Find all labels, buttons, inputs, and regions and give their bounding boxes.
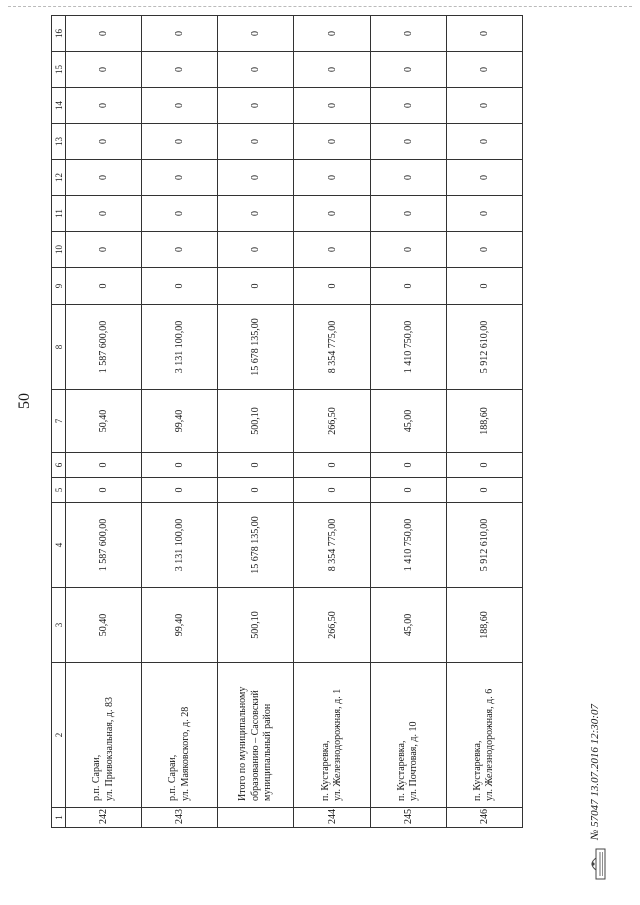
value-cell: 0 [66, 52, 142, 88]
value-cell: 0 [370, 16, 446, 52]
value-cell: 266,50 [294, 588, 370, 663]
column-number-cell: 7 [52, 390, 66, 453]
value-cell: 0 [446, 16, 522, 52]
value-cell: 99,40 [142, 390, 218, 453]
value-cell: 50,40 [66, 390, 142, 453]
value-cell: 500,10 [218, 390, 294, 453]
value-cell: 0 [370, 52, 446, 88]
value-cell: 0 [294, 52, 370, 88]
value-cell: 0 [66, 88, 142, 124]
column-number-cell: 9 [52, 268, 66, 305]
value-cell: 0 [370, 124, 446, 160]
column-number-cell: 12 [52, 160, 66, 196]
value-cell: 0 [218, 196, 294, 232]
value-cell: 15 678 135,00 [218, 503, 294, 588]
value-cell: 0 [142, 16, 218, 52]
value-cell: 1 587 600,00 [66, 305, 142, 390]
value-cell: 0 [370, 268, 446, 305]
value-cell: 0 [294, 453, 370, 478]
value-cell: 0 [66, 453, 142, 478]
value-cell: 8 354 775,00 [294, 305, 370, 390]
value-cell: 0 [218, 232, 294, 268]
value-cell: 0 [66, 268, 142, 305]
column-number-cell: 13 [52, 124, 66, 160]
value-cell: 0 [218, 124, 294, 160]
address-cell: п. Кустаревка, ул. Железнодорожная, д. 1 [294, 663, 370, 808]
value-cell: 0 [446, 52, 522, 88]
table-row [294, 16, 370, 828]
table-row [218, 16, 294, 828]
value-cell: 0 [370, 88, 446, 124]
value-cell: 266,50 [294, 390, 370, 453]
value-cell: 0 [142, 88, 218, 124]
value-cell: 0 [294, 16, 370, 52]
value-cell: 0 [294, 160, 370, 196]
value-cell: 0 [142, 52, 218, 88]
table-row [446, 16, 522, 828]
value-cell: 0 [446, 478, 522, 503]
column-number-cell: 1 [52, 808, 66, 828]
value-cell: 0 [370, 196, 446, 232]
value-cell: 45,00 [370, 390, 446, 453]
value-cell: 99,40 [142, 588, 218, 663]
value-cell: 500,10 [218, 588, 294, 663]
value-cell: 50,40 [66, 588, 142, 663]
value-cell: 0 [142, 453, 218, 478]
table-row [66, 16, 142, 828]
column-number-cell: 8 [52, 305, 66, 390]
table-header-row [52, 16, 66, 828]
address-cell: Итого по муниципальному образованию – Сасовский муниципальный район [218, 663, 294, 808]
address-cell: п. Кустаревка, ул. Железнодорожная, д. 6 [446, 663, 522, 808]
column-number-cell: 14 [52, 88, 66, 124]
value-cell: 0 [294, 232, 370, 268]
value-cell: 0 [142, 478, 218, 503]
value-cell: 0 [446, 160, 522, 196]
value-cell: 0 [66, 16, 142, 52]
address-cell: п. Кустаревка, ул. Почтовая, д. 10 [370, 663, 446, 808]
scan-edge-line [8, 6, 632, 7]
value-cell: 188,60 [446, 390, 522, 453]
value-cell: 0 [66, 196, 142, 232]
value-cell: 0 [142, 124, 218, 160]
value-cell: 0 [294, 196, 370, 232]
address-cell: р.п. Сараи, ул. Привокзальная, д. 83 [66, 663, 142, 808]
value-cell: 3 131 100,00 [142, 305, 218, 390]
column-number-cell: 15 [52, 52, 66, 88]
value-cell: 0 [370, 478, 446, 503]
value-cell: 1 410 750,00 [370, 503, 446, 588]
column-number-cell: 10 [52, 232, 66, 268]
column-number-cell: 16 [52, 16, 66, 52]
value-cell: 0 [218, 88, 294, 124]
table-row [142, 16, 218, 828]
row-number-cell: 242 [66, 808, 142, 828]
column-number-cell: 5 [52, 478, 66, 503]
value-cell: 0 [66, 232, 142, 268]
value-cell: 45,00 [370, 588, 446, 663]
value-cell: 0 [218, 52, 294, 88]
value-cell: 0 [294, 124, 370, 160]
column-number-cell: 6 [52, 453, 66, 478]
value-cell: 188,60 [446, 588, 522, 663]
value-cell: 0 [446, 232, 522, 268]
value-cell: 5 912 610,00 [446, 503, 522, 588]
housing-ledger-table [51, 15, 523, 828]
row-number-cell: 245 [370, 808, 446, 828]
row-number-cell: 244 [294, 808, 370, 828]
registration-number: № 57047 13.07.2016 12:30:07 [589, 704, 601, 840]
value-cell: 0 [370, 160, 446, 196]
value-cell: 0 [218, 478, 294, 503]
value-cell: 0 [218, 453, 294, 478]
value-cell: 1 410 750,00 [370, 305, 446, 390]
value-cell: 0 [294, 268, 370, 305]
value-cell: 3 131 100,00 [142, 503, 218, 588]
value-cell: 8 354 775,00 [294, 503, 370, 588]
value-cell: 0 [142, 160, 218, 196]
value-cell: 15 678 135,00 [218, 305, 294, 390]
page-number: 50 [16, 393, 33, 409]
value-cell: 0 [370, 232, 446, 268]
value-cell: 0 [66, 124, 142, 160]
address-cell: р.п. Сараи, ул. Маяковского, д. 28 [142, 663, 218, 808]
value-cell: 0 [446, 453, 522, 478]
value-cell: 0 [142, 196, 218, 232]
row-number-cell: 246 [446, 808, 522, 828]
table-rotated-container [51, 16, 523, 828]
value-cell: 0 [294, 88, 370, 124]
value-cell: 5 912 610,00 [446, 305, 522, 390]
value-cell: 0 [446, 268, 522, 305]
column-number-cell: 2 [52, 663, 66, 808]
value-cell: 0 [66, 160, 142, 196]
value-cell: 0 [142, 268, 218, 305]
row-number-cell [218, 808, 294, 828]
row-number-cell: 243 [142, 808, 218, 828]
value-cell: 0 [446, 88, 522, 124]
value-cell: 0 [66, 478, 142, 503]
value-cell: 1 587 600,00 [66, 503, 142, 588]
value-cell: 0 [370, 453, 446, 478]
stamp-emblem-icon [588, 848, 606, 880]
column-number-cell: 3 [52, 588, 66, 663]
column-number-cell: 4 [52, 503, 66, 588]
value-cell: 0 [218, 268, 294, 305]
value-cell: 0 [218, 160, 294, 196]
table-row [370, 16, 446, 828]
value-cell: 0 [218, 16, 294, 52]
value-cell: 0 [142, 232, 218, 268]
column-number-cell: 11 [52, 196, 66, 232]
value-cell: 0 [294, 478, 370, 503]
value-cell: 0 [446, 124, 522, 160]
value-cell: 0 [446, 196, 522, 232]
